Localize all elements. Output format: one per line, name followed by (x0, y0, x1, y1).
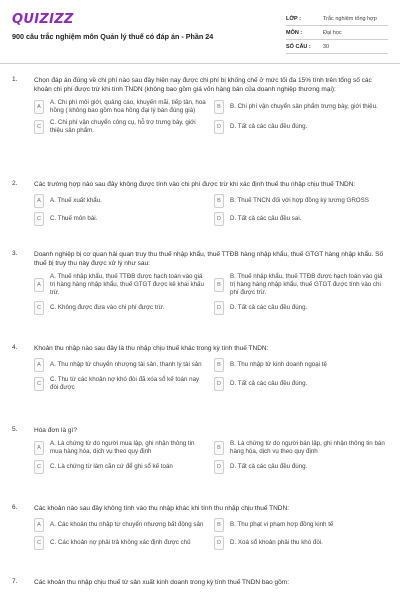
answer-option-c[interactable] (34, 119, 208, 135)
option-text: A. Chi phí môi giới, quảng cáo, khuyến mãi, tiếp tân, hoa hồng ( không bao gồm hoa hồng đại lý bán đúng giá) (50, 99, 206, 114)
option-text: C. Không được đưa vào chi phí được trừ. (50, 304, 165, 311)
option-text: B. Thuế nhập khẩu, thuế TTĐB được hạch toán vào giá trị hàng hàng nhập khẩu, thuế GTGT được tính vào chi phí được trừ. (230, 273, 383, 296)
answer-option-a[interactable] (34, 440, 208, 456)
option-letter: B (214, 278, 224, 292)
answer-options (34, 518, 388, 550)
option-text: C. Thu từ các khoản nợ khó đòi đã xóa sổ kế toán nay đòi được (50, 376, 200, 391)
meta-row-subject (286, 26, 388, 40)
option-text: D. Tất cả các câu đều đúng. (230, 380, 308, 387)
option-letter: C (34, 301, 44, 315)
question-number: 3. (12, 250, 18, 257)
answer-option-a[interactable] (34, 99, 208, 115)
option-letter: C (34, 212, 44, 226)
option-letter: B (214, 100, 224, 114)
question-2 (12, 180, 388, 226)
option-letter: C (34, 120, 44, 134)
answer-option-b[interactable] (214, 440, 388, 456)
option-letter: B (214, 358, 224, 372)
question-text: Các trường hợp nào sau đây không được tính vào chi phí được trừ khi xác định thuế thu nhập chịu thuế TNDN: (34, 181, 356, 188)
question-number: 4. (12, 344, 18, 351)
answer-option-b[interactable] (214, 518, 388, 532)
option-letter: A (34, 194, 44, 208)
answer-option-d[interactable] (214, 460, 388, 474)
option-text: D. Tất cả các câu đều sai. (230, 215, 302, 222)
meta-row-count (286, 40, 388, 54)
option-letter: A (34, 358, 44, 372)
option-text: A. Thuế xuất khẩu. (50, 197, 102, 204)
option-letter: A (34, 278, 44, 292)
answer-options (34, 273, 388, 315)
answer-option-c[interactable] (34, 536, 208, 550)
option-letter: D (214, 460, 224, 474)
option-letter: A (34, 518, 44, 532)
question-text: Chọn đáp án đúng về chi phí nào sau đây hiện nay được chi phí bị khống chế ở mức tối đa 15% tính trên tổng số các khoản chi phí được trừ khi tính TNDN (không bao gồm giá vốn hàng bán của doanh nghiệp thương mại): (34, 77, 372, 93)
option-text: D. Tất cả các câu đều đúng. (230, 123, 308, 130)
answer-options (34, 440, 388, 474)
question-6 (12, 504, 388, 550)
option-text: C. Chi phí vận chuyển công cụ, hỗ trợ trưng bày, giới thiệu sản phẩm. (50, 119, 196, 134)
page-title: 900 câu trắc nghiệm môn Quản lý thuế có đáp án - Phần 24 (12, 32, 214, 41)
meta-value: 30 (323, 43, 330, 50)
question-text: Doanh nghiệp bị cơ quan hải quan truy thu thuế nhập khẩu, thuế TTĐB hàng nhập khẩu, thuế GTGT hàng nhập khẩu. Số thuế bị truy thu này được xử lý như sau: (34, 251, 384, 267)
meta-key: MÔN : (286, 29, 303, 36)
answer-option-c[interactable] (34, 301, 208, 315)
answer-option-a[interactable] (34, 518, 208, 532)
question-text: Các khoản thu nhập chịu thuế từ sản xuất kinh doanh trong kỳ tính thuế TNDN bao gồm: (34, 579, 290, 586)
answer-option-a[interactable] (34, 358, 208, 372)
question-7 (12, 578, 388, 587)
option-text: C. Các khoản nợ phải trả không xác định được chủ (50, 539, 191, 546)
option-text: C. Thuế môn bài. (50, 215, 98, 222)
answer-option-d[interactable] (214, 376, 388, 392)
answer-option-b[interactable] (214, 194, 388, 208)
option-text: A. Là chứng từ do người mua lập, ghi nhận thông tin mua hàng hóa, dịch vụ theo quy định (50, 440, 195, 455)
meta-value: Đại học (323, 29, 342, 36)
option-letter: C (34, 377, 44, 391)
question-4 (12, 344, 388, 392)
answer-option-a[interactable] (34, 194, 208, 208)
meta-key: LỚP : (286, 15, 301, 22)
option-text: A. Thuế nhập khẩu, thuế TTĐB được hạch toán vào giá trị hàng hàng nhập khẩu, thuế GTGT được kê khai khấu trừ. (50, 273, 204, 296)
meta-value: Trắc nghiệm tổng hợp (323, 15, 377, 22)
question-text: Hóa đơn là gì? (34, 427, 77, 434)
question-1 (12, 76, 388, 135)
answer-option-b[interactable] (214, 99, 388, 115)
question-number: 5. (12, 426, 18, 433)
option-letter: B (214, 518, 224, 532)
option-text: C. Là chứng từ làm căn cứ để ghi sổ kế toán (50, 463, 173, 470)
answer-option-d[interactable] (214, 119, 388, 135)
option-letter: D (214, 212, 224, 226)
answer-option-d[interactable] (214, 301, 388, 315)
answer-options (34, 99, 388, 135)
answer-options (34, 194, 388, 226)
option-letter: D (214, 120, 224, 134)
option-text: D. Tất cả các câu đều đúng. (230, 463, 308, 470)
option-letter: C (34, 460, 44, 474)
option-text: A. Các khoản thu nhập từ chuyển nhượng bất động sản (50, 521, 204, 528)
option-letter: A (34, 100, 44, 114)
option-letter: D (214, 377, 224, 391)
question-number: 7. (12, 578, 18, 585)
quizizz-logo: QUIZIZZ (12, 12, 74, 27)
answer-option-c[interactable] (34, 376, 208, 392)
answer-option-a[interactable] (34, 273, 208, 297)
answer-option-d[interactable] (214, 536, 388, 550)
header (0, 0, 400, 64)
option-letter: B (214, 441, 224, 455)
option-text: A. Thu nhập từ chuyển nhượng tài sản, thanh lý tài sản (50, 361, 202, 368)
question-3 (12, 250, 388, 315)
option-letter: D (214, 301, 224, 315)
meta-table (286, 12, 388, 54)
option-text: B. Thuế TNCN đối với hợp đồng ký lương GROSS (230, 197, 369, 204)
option-text: B. Thu phạt vi phạm hợp đồng kinh tế (230, 521, 334, 528)
option-text: B. Thu nhập từ kinh doanh ngoại tệ (230, 361, 327, 368)
answer-option-b[interactable] (214, 273, 388, 297)
option-letter: B (214, 194, 224, 208)
meta-key: SỐ CÂU : (286, 43, 311, 50)
option-text: B. Chi phí vận chuyển sản phẩm trưng bày, giới thiệu. (230, 103, 378, 110)
answer-option-c[interactable] (34, 212, 208, 226)
option-letter: D (214, 536, 224, 550)
question-number: 6. (12, 504, 18, 511)
option-text: D. Xoá sổ khoản phải thu khó đòi. (230, 539, 323, 546)
option-letter: A (34, 441, 44, 455)
answer-option-c[interactable] (34, 460, 208, 474)
question-number: 2. (12, 180, 18, 187)
question-number: 1. (12, 76, 18, 83)
answer-options (34, 358, 388, 392)
question-text: Các khoản nào sau đây không tính vào thu nhập khác khi tính thu nhập chịu thuế TNDN: (34, 505, 289, 512)
meta-row-class (286, 12, 388, 26)
answer-option-d[interactable] (214, 212, 388, 226)
option-text: D. Tất cả các câu đều đúng. (230, 304, 308, 311)
answer-option-b[interactable] (214, 358, 388, 372)
question-5 (12, 426, 388, 474)
option-letter: C (34, 536, 44, 550)
question-text: Khoản thu nhập nào sau đây là thu nhập chịu thuế khác trong kỳ tính thuế TNDN: (34, 345, 269, 352)
option-text: B. Là chứng từ do người bán lập, ghi nhận thông tin bán hàng hóa, dịch vụ theo quy định (230, 440, 385, 455)
